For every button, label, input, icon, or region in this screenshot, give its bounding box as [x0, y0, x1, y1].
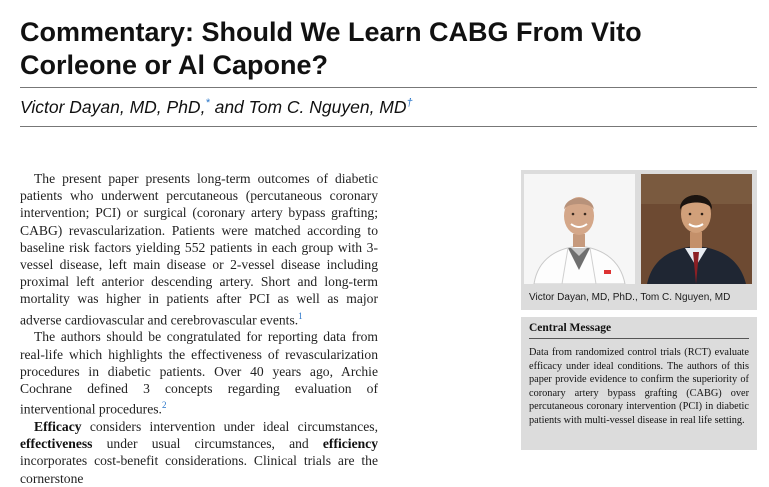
central-message-box	[521, 317, 757, 450]
title-divider	[20, 87, 757, 88]
central-message-text: Data from randomized control trials (RCT) evaluate efficacy under ideal conditions. The authors of this paper provide evidence to confirm the superiority of coronary artery bypass grafting (CABG) over percutaneous coronary intervention (PCI) in diabetic patients with multi-vessel disease in real life setting.	[529, 347, 749, 426]
body-paragraph-3	[20, 418, 378, 487]
affiliation-mark-2[interactable]: †	[406, 97, 413, 110]
affiliation-mark-1[interactable]: *	[205, 97, 210, 110]
body-paragraph-2	[20, 328, 378, 418]
paragraph-2-text: The authors should be congratulated for reporting data from real-life which highlights the effectiveness of revascularization procedures in diabetic patients. Over 40 years ago, Archie Cochrane defined 3 concepts regarding evaluation of interventional procedures.	[20, 329, 378, 417]
paragraph-3-text-c: incorporates cost-benefit considerations. Clinical trials are the cornerstone	[20, 453, 378, 486]
author-line	[20, 97, 413, 118]
photo-victor-dayan	[524, 174, 635, 284]
photo-caption: Victor Dayan, MD, PhD., Tom C. Nguyen, MD	[529, 292, 731, 303]
term-efficacy: Efficacy	[34, 418, 82, 434]
central-message-title: Central Message	[529, 322, 612, 334]
body-paragraph-1	[20, 170, 378, 328]
reference-2-link[interactable]: 2	[161, 400, 167, 411]
paragraph-3-text-a: considers intervention under ideal circumstances,	[81, 418, 378, 434]
author-connector: and Tom C. Nguyen, MD	[209, 97, 407, 117]
article-body	[20, 170, 378, 487]
article-title: Commentary: Should We Learn CABG From Vito Corleone or Al Capone?	[20, 17, 642, 80]
term-efficiency: efficiency	[322, 436, 378, 452]
reference-1-link[interactable]: 1	[298, 310, 303, 321]
paragraph-3-text-b: under usual circumstances, and	[92, 436, 323, 452]
paragraph-1-text: The present paper presents long-term outcomes of diabetic patients who underwent percutaneous (percutaneous coronary intervention; PCI) or surgical (coronary artery bypass grafting; CABG) revascularization. Patients were matched according to baseline risk factors yielding 552 patients in each group with 3-vessel disease, left main disease or 2-vessel disease including proximal left anterior descending artery. Short and long-term mortality was higher in patients after PCI as well as major adverse cardiovascular and cerebrovascular events.	[20, 171, 378, 328]
photo-tom-nguyen	[641, 174, 752, 284]
author-photos-panel	[521, 170, 757, 310]
central-message-divider	[529, 338, 749, 339]
term-effectiveness: effectiveness	[20, 436, 93, 452]
author-divider	[20, 126, 757, 127]
author-dayan: Victor Dayan, MD, PhD,	[20, 97, 206, 117]
